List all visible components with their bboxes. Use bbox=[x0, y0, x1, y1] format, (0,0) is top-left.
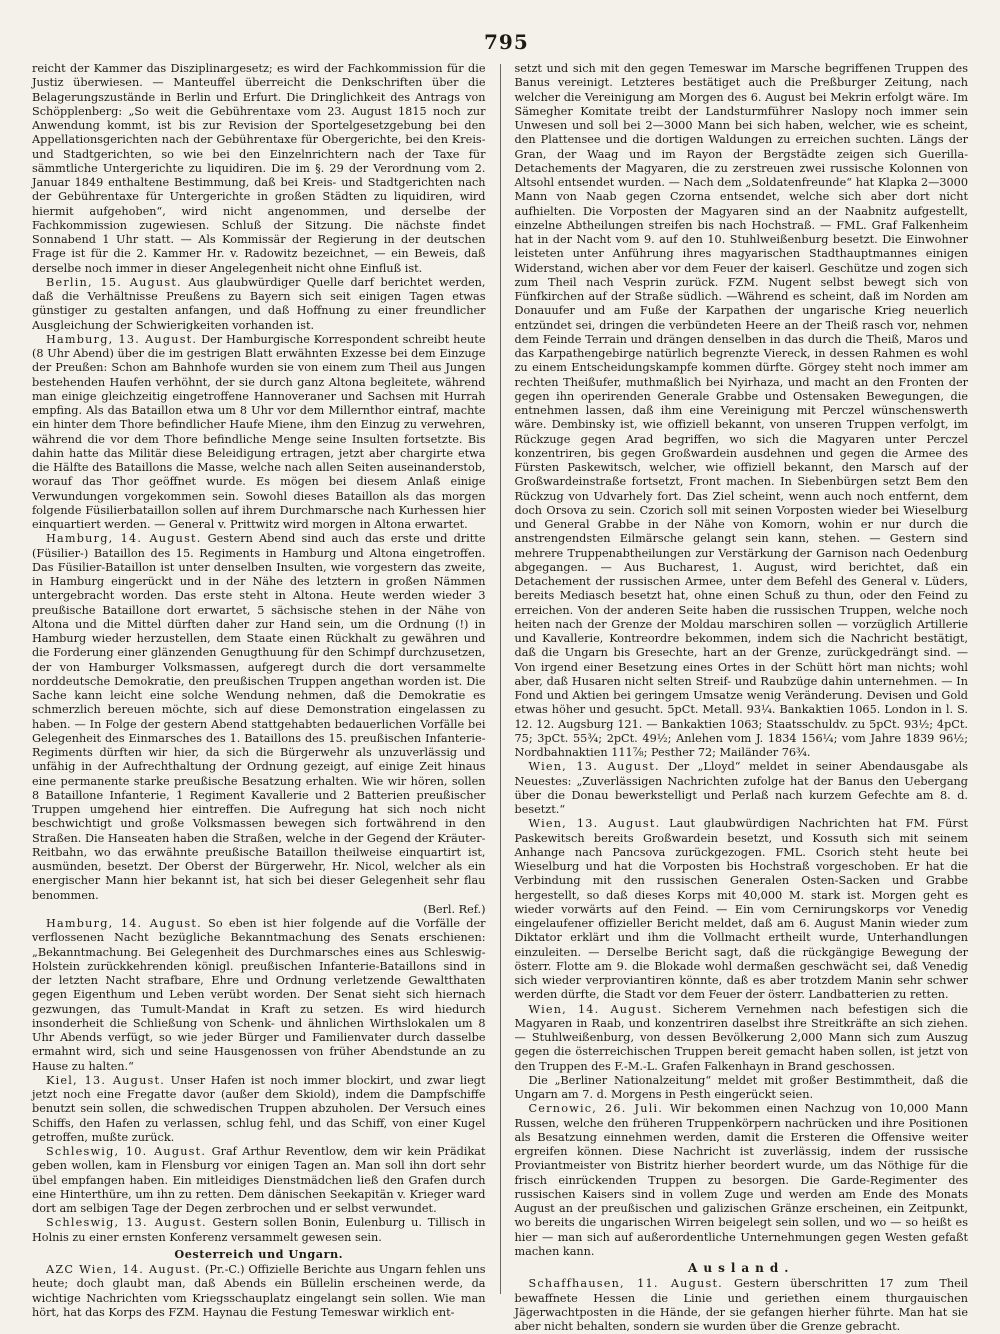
article-text: Der „Lloyd“ meldet in seiner Abendausgabe als Neuestes: „Zuverlässigen Nachrichten zufolge hat der Banus den Uebergang über die Donau bewerkstelligt und Perlaß nach kurzem Gefechte am 8. d. besetzt.“ bbox=[514, 760, 968, 816]
dateline: AZC Wien, 14. August. bbox=[46, 1263, 202, 1276]
article-text: Der Hamburgische Korrespondent schreibt heute (8 Uhr Abend) über die im gestrigen Blatt erwähnten Exzesse bei dem Einzuge der Preußen: Schon am Bahnhofe wurden sie von einem zum Theil aus Jungen bestehenden Haufen verhöhnt, der sie durch ganz Altona begleitete, während man einige gleichzeitig eingetroffene Hannoveraner und Sachsen mit Hurrah empfing. Als das Bataillon etwa um 8 Uhr vor dem Millernthor eintraf, machte ein hinter dem Thore befindlicher Haufe Miene, ihm den Einzug zu verwehren, während die vor dem Thore befindliche Menge seine Insulten fortsetzte. Bis dahin hatte das Militär diese Beleidigung ertragen, jetzt aber chargirte etwa die Hälfte des Bataillons die Masse, welche nach allen Seiten auseinanderstob, worauf das Thor geöffnet wurde. Es mögen bei diesem Anlaß einige Verwundungen vorgekommen sein. Sowohl dieses Bataillon als das morgen folgende Füsilierbataillon sollen auf ihrem Durchmarsche nach Kurhessen hier einquartiert werden. — General v. Prittwitz wird morgen in Altona erwartet. bbox=[32, 332, 486, 531]
article-paragraph bbox=[515, 1277, 969, 1334]
dateline: Cernowic, 26. Juli. bbox=[528, 1102, 664, 1116]
page-number: 795 bbox=[484, 30, 529, 54]
article-text: Gestern sollen Bonin, Eulenburg u. Tillisch in Holnis zu einer ernsten Konferenz versammelt gewesen sein. bbox=[32, 1216, 486, 1244]
article-text: Graf Arthur Reventlow, dem wir kein Prädikat geben wollen, kam in Flensburg vor einigen Tagen an. Man soll ihn dort sehr übel empfangen haben. Ein mitleidiges Dienstmädchen ließ den Grafen durch eine Hinterthüre, um ihn zu retten. Dem dänischen Seekapitän v. Krieger ward dort am selbigen Tage der Degen zerbrochen und er selbst verwundet. bbox=[32, 1145, 486, 1215]
column-divider bbox=[500, 64, 501, 1294]
article-text: Aus glaubwürdiger Quelle darf berichtet werden, daß die Verhältnisse Preußens zu Bayern sich seit einigen Tagen etwas günstiger zu gestalten anfangen, und daß Hoffnung zu einer freundlicher Ausgleichung der Schwierigkeiten vorhanden ist. bbox=[32, 275, 486, 332]
article-paragraph bbox=[32, 1074, 486, 1145]
article-text: (Berl. Ref.) bbox=[423, 902, 486, 916]
article-text: (Pr.-C.) Offizielle Berichte aus Ungarn fehlen uns heute; doch glaubt man, daß Abends ein Büllelin erscheinen werde, da wichtige Nachrichten vom Kriegsschauplatz eingelangt sein sollen. Wie man hört, hat das Korps des FZM. Haynau die Festung Temeswar wirklich ent- bbox=[32, 1263, 486, 1319]
dateline: Schleswig, 13. August. bbox=[46, 1216, 207, 1230]
source-reference bbox=[32, 903, 486, 917]
article-paragraph bbox=[32, 1263, 486, 1320]
section-heading: Ausland. bbox=[688, 1261, 795, 1275]
article-paragraph bbox=[515, 62, 969, 760]
left-column bbox=[32, 62, 486, 1319]
dateline: Hamburg, 13. August. bbox=[46, 332, 198, 346]
dateline: Wien, 14. August. bbox=[528, 1002, 663, 1016]
article-paragraph bbox=[32, 917, 486, 1074]
columns bbox=[32, 62, 968, 1333]
dateline: Schaffhausen, 11. August. bbox=[528, 1277, 723, 1291]
article-text: reicht der Kammer das Disziplinargesetz; es wird der Fachkommission für die Justiz überwiesen. — Manteuffel überreicht die Denkschriften über die Belagerungszustände in Berlin und Erfurt. Die Dringlichkeit des Antrags von Schöpplenberg: „So weit die Gebührentaxe vom 23. August 1815 noch zur Anwendung kommt, ist bis zur Revision der Sportelgesetzgebung bei den Appellationsgerichten nach der Gebührentaxe für Obergerichte, bei den Kreis- und Stadtgerichten, so wie bei den Einzelnrichtern nach der Taxe für sämmtliche Untergerichte zu liquidiren. Die im §. 29 der Verordnung vom 2. Januar 1849 enthaltene Bestimmung, daß bei Kreis- und Stadtgerichten nach der Gebührentaxe für Untergerichte in großen Städten zu liquidiren, wird hiermit aufgehoben“, wird nicht angenommen, und derselbe der Fachkommission zugewiesen. Schluß der Sitzung. Die nächste findet Sonnabend 1 Uhr statt. — Als Kommissär der Regierung in der deutschen Frage ist für die 2. Kammer Hr. v. Radowitz bezeichnet, — ein Beweis, daß derselbe noch immer in dieser Angelegenheit nicht ohne Einfluß ist. bbox=[32, 62, 486, 275]
article-paragraph bbox=[515, 1074, 969, 1103]
article-text: Laut glaubwürdigen Nachrichten hat FM. Fürst Paskewitsch bereits Großwardein besetzt, und Kossuth sich mit seinem Anhange nach Pancsova zurückgezogen. FML. Csorich steht heute bei Wieselburg und hat die Vorposten bis Hochstraß vorgeschoben. Er hat die Verbindung mit den russischen Generalen Osten-Sacken und Grabbe hergestellt, so daß dieses Korps mit 40,000 M. stark ist. Morgen geht es wieder vorwärts auf den Feind. — Ein vom Cernirungskorps vor Venedig eingelaufener offizieller Bericht meldet, daß am 6. August Manin wieder zum Diktator erklärt und ihm die Vollmacht ertheilt wurde, Unterhandlungen einzuleiten. — Derselbe Bericht sagt, daß die rückgängige Bewegung der österr. Flotte am 9. die Blokade wohl dermaßen geschwächt sei, daß Venedig sich wieder verproviantiren könnte, daß es aber trotzdem Manin sehr schwer werden dürfte, die Stadt vor dem Feuer der österr. Landbatterien zu retten. bbox=[514, 817, 968, 1002]
dateline: Hamburg, 14. August. bbox=[46, 532, 202, 546]
article-text: Wir bekommen einen Nachzug von 10,000 Mann Russen, welche den früheren Truppenkörpern nachrücken und ihre Positionen als Besatzung einnehmen werden, damit die Ersteren die Offensive weiter ergreifen können. Diese Nachricht ist zuverlässig, indem der russische Proviantmeister von Bistritz hierher beordert wurde, um das Nöthige für die frisch einrückenden Truppen zu besorgen. Die Garde-Regimenter des russischen Kaisers sind in vollem Zuge und werden am Ende des Monats August an der preußischen und galizischen Gränze erscheinen, ein Zeitpunkt, wo bereits die ungarischen Wirren beigelegt sein sollen, und wo — so heißt es hier — man sich auf außerordentliche Unternehmungen gegen Westen gefaßt machen kann. bbox=[514, 1102, 968, 1258]
article-text: Unser Hafen ist noch immer blockirt, und zwar liegt jetzt noch eine Fregatte davor (außer dem Skiold), indem die Dampfschiffe benutzt sein sollen, die schwedischen Truppen abzuholen. Der Versuch eines Schiffs, den Hafen zu verlassen, schlug fehl, und das Schiff, von einer Kugel getroffen, mußte zurück. bbox=[32, 1073, 486, 1144]
article-text: Gestern überschritten 17 zum Theil bewaffnete Hessen die Linie und geriethen einem thurgauischen Jägerwachtposten in die Hände, der sie gefangen hierher führte. Man hat sie aber nicht behalten, sondern sie wurden über die Grenze gebracht. bbox=[514, 1277, 968, 1333]
article-paragraph bbox=[32, 532, 486, 903]
article-paragraph bbox=[515, 760, 969, 817]
article-paragraph bbox=[32, 1145, 486, 1216]
article-text: Gestern Abend sind auch das erste und dritte (Füsilier-) Bataillon des 15. Regiments in Hamburg und Altona eingetroffen. Das Füsilier-Bataillon ist unter denselben Insulten, wie vorgestern das zweite, in Hamburg eingerückt und in der Nähe des letztern in großen Nämmen untergebracht worden. Das erste steht in Altona. Heute werden wieder 3 preußische Bataillone dort erwartet, 5 sächsische stehen in der Nähe von Altona und die Mittel dürften daher zur Hand sein, um die Ordnung (!) in Hamburg wieder herzustellen, dem Staate einen Rückhalt zu gewähren und die Forderung einer glänzenden Genugthuung für den Schimpf durchzusetzen, der von Hamburger Volksmassen, aufgeregt durch die dort versammelte norddeutsche Demokratie, den preußischen Truppen angethan worden ist. Die Sache kann leicht eine solche Wendung nehmen, daß die Demokratie es schmerzlich bereuen möchte, sich auf diese Demonstration eingelassen zu haben. — In Folge der gestern Abend stattgehabten bedauerlichen Vorfälle bei Gelegenheit des Einmarsches des 1. Bataillons des 15. preußischen Infanterie-Regiments dürften wir hier, da sich die Bürgerwehr als unzuverlässig und unfähig in der Aufrechthaltung der Ordnung gezeigt, auf einige Zeit hinaus eine permanente starke preußische Besatzung erhalten. Wie wir hören, sollen 8 Bataillone Infanterie, 1 Regiment Kavallerie und 2 Batterien preußischer Truppen umgehend hier eintreffen. Die Aufregung hat sich noch nicht beschwichtigt und große Volksmassen bewegen sich fortwährend in den Straßen. Die Hanseaten haben die Straßen, welche in der Gegend der Kräuter-Reitbahn, wo das erwähnte preußische Bataillon theilweise einquartirt ist, ausmünden, besetzt. Der Oberst der Bürgerwehr, Hr. Nicol, welcher als ein energischer Mann hier bekannt ist, hat sich bei dieser Gelegenheit sehr flau benommen. bbox=[32, 532, 486, 902]
article-paragraph bbox=[32, 276, 486, 333]
article-paragraph bbox=[515, 1102, 969, 1259]
dateline: Berlin, 15. August. bbox=[46, 275, 182, 289]
section-heading: Oesterreich und Ungarn. bbox=[174, 1246, 344, 1261]
dateline: Wien, 13. August. bbox=[528, 760, 660, 774]
right-column bbox=[514, 62, 969, 1333]
article-paragraph bbox=[515, 817, 969, 1002]
article-paragraph bbox=[32, 1216, 486, 1245]
dateline: Wien, 13. August. bbox=[528, 817, 661, 831]
dateline: Kiel, 13. August. bbox=[46, 1073, 165, 1087]
article-text: So eben ist hier folgende auf die Vorfälle der verflossenen Nacht bezügliche Bekanntmachung des Senats erschienen: „Bekanntmachung. Bei Gelegenheit des Durchmarsches eines aus Schleswig-Holstein zurückkehrenden königl. preußischen Infanterie-Bataillons sind in der letzten Nacht strafbare, Ehre und Ordnung verletzende Gewaltthaten gegen Eigenthum und Leben verübt worden. Der Senat sieht sich hiernach gezwungen, das Tumult-Mandat in Kraft zu setzen. Es wird hiedurch insonderheit die Schließung von Schenk- und ähnlichen Wirthslokalen um 8 Uhr Abends verfügt, so wie jeder Bürger und Familienvater durch dasselbe ermahnt wird, sich und seine Hausgenossen von früher Abendstunde an zu Hause zu halten.“ bbox=[32, 917, 486, 1073]
dateline: Hamburg, 14. August. bbox=[46, 917, 202, 930]
article-text: Sicherem Vernehmen nach befestigen sich die Magyaren in Raab, und konzentriren daselbst ihre Streitkräfte an sich ziehen. — Stuhlweißenburg, von dessen Bevölkerung 2,000 Mann sich zum Auszug gegen die österreichischen Truppen bereit gemacht haben sollen, ist jetzt von den Truppen des F.-M.-L. Grafen Falkenhayn in Brand geschossen. bbox=[514, 1002, 968, 1073]
dateline: Schleswig, 10. August. bbox=[46, 1145, 207, 1158]
article-text: setzt und sich mit den gegen Temeswar im Marsche begriffenen Truppen des Banus vereinigt. Letzteres bestätiget auch die Preßburger Zeitung, nach welcher die Vereinigung am Morgen des 6. August bei Mekrin erfolgt wäre. Im Sämegher Komitate treibt der Landsturmführer Naslopy noch immer sein Unwesen und soll bei 2—3000 Mann bei sich haben, welcher, wie es scheint, den Plattensee und die dortigen Waldungen zu erreichen suchten. Längs der Gran, der Waag und im Rayon der Bergstädte zeigen sich Guerilla-Detachements der Magyaren, die zu zerstreuen zwei russische Kolonnen von Altsohl entsendet wurden. — Nach dem „Soldatenfreunde“ hat Klapka 2—3000 Mann von Naab gegen Czorna entsendet, welche sich aber dort nicht aufhielten. Die Vorposten der Magyaren sind an der Naabnitz aufgestellt, einzelne Abtheilungen streifen bis nach Hochstraß. — FML. Graf Falkenheim hat in der Nacht vom 9. auf den 10. Stuhlweißenburg besetzt. Die Einwohner leisteten unter Anführung ihres magyarischen Stadthauptmannes einigen Widerstand, wichen aber vor dem Feuer der kaiserl. Geschütze und zogen sich zum Theil nach Vesprin zurück. FZM. Nugent selbst bewegt sich von Fünfkirchen auf der Straße südlich. —Während es scheint, daß im Norden am Donauufer und am Fuße der Karpathen der ungarische Krieg neuerlich entzündet sei, dringen die verbündeten Heere an der Theiß rasch vor, nehmen dem Feinde Terrain und drängen denselben in das durch die Theiß, Maros und das Karpathengebirge natürlich begrenzte Viereck, in dessen Rahmen es wohl zu einem Entscheidungskampfe kommen dürfte. Görgey steht noch immer am rechten Theißufer, muthmaßlich bei Nyirhaza, und macht an den Fronten der gegen ihn operirenden Generale Grabbe und Ostensaken Bewegungen, die entnehmen lassen, daß ihm eine Vereinigung mit Perczel wünschenswerth wäre. Dembinsky ist, wie offiziell bekannt, von unseren Truppen verfolgt, im Rückzuge gegen Arad begriffen, wo sich die Magyaren unter Perczel konzentriren, bis gegen Großwardein ausdehnen und gegen die Armee des Fürsten Paskewitsch, welcher, wie offiziell bekannt, den Marsch auf der Großwardeinstraße fortsetzt, Front machen. In Siebenbürgen setzt Bem den Rückzug von Udvarhely fort. Das Ziel scheint, wenn auch noch entfernt, dem doch Orsova zu sein. Czorich soll mit seinen Vorposten wieder bei Wieselburg und General Grabbe in der Nähe von Komorn, wohin er nur durch die anstrengendsten Eilmärsche gelangt sein kann, stehen. — Gestern sind mehrere Truppenabtheilungen zur Verstärkung der Garnison nach Oedenburg abgegangen. — Aus Bucharest, 1. August, wird berichtet, daß ein Detachement der russischen Armee, unter dem Befehl des General v. Lüders, bereits Mediasch besetzt hat, ohne einen Schuß zu thun, oder den Feind zu erreichen. Von der anderen Seite haben die russischen Truppen, welche noch heiten nach der Grenze der Moldau marschiren sollen — vorzüglich Artillerie und Kavallerie, Kontreordre bekommen, indem sich die Nachricht bestätigt, daß die Ungarn bis Gresechte, hart an der Grenze, zurückgedrängt sind. — Von irgend einer Besetzung eines Ortes in der Schütt hört man nichts; wohl aber, daß Husaren nicht selten Streif- und Raubzüge dahin unternehmen. — In Fond und Aktien bei geringem Umsatze wenig Veränderung. Devisen und Gold etwas höher und gesucht. 5pCt. Metall. 93¼. Bankaktien 1065. London in l. S. 12. 12. Augsburg 121. — Bankaktien 1063; Staatsschuldv. zu 5pCt. 93½; 4pCt. 75; 3pCt. 55¾; 2pCt. 49½; Anlehen vom J. 1834 156¼; vom Jahre 1839 96½; Nordbahnaktien 111⅞; Pesther 72; Mailänder 76¾. bbox=[514, 62, 968, 759]
article-paragraph bbox=[32, 62, 486, 276]
article-paragraph bbox=[32, 333, 486, 533]
article-text: Die „Berliner Nationalzeitung“ meldet mit großer Bestimmtheit, daß die Ungarn am 7. d. Morgens in Pesth eingerückt seien. bbox=[514, 1073, 968, 1101]
article-paragraph bbox=[515, 1003, 969, 1074]
